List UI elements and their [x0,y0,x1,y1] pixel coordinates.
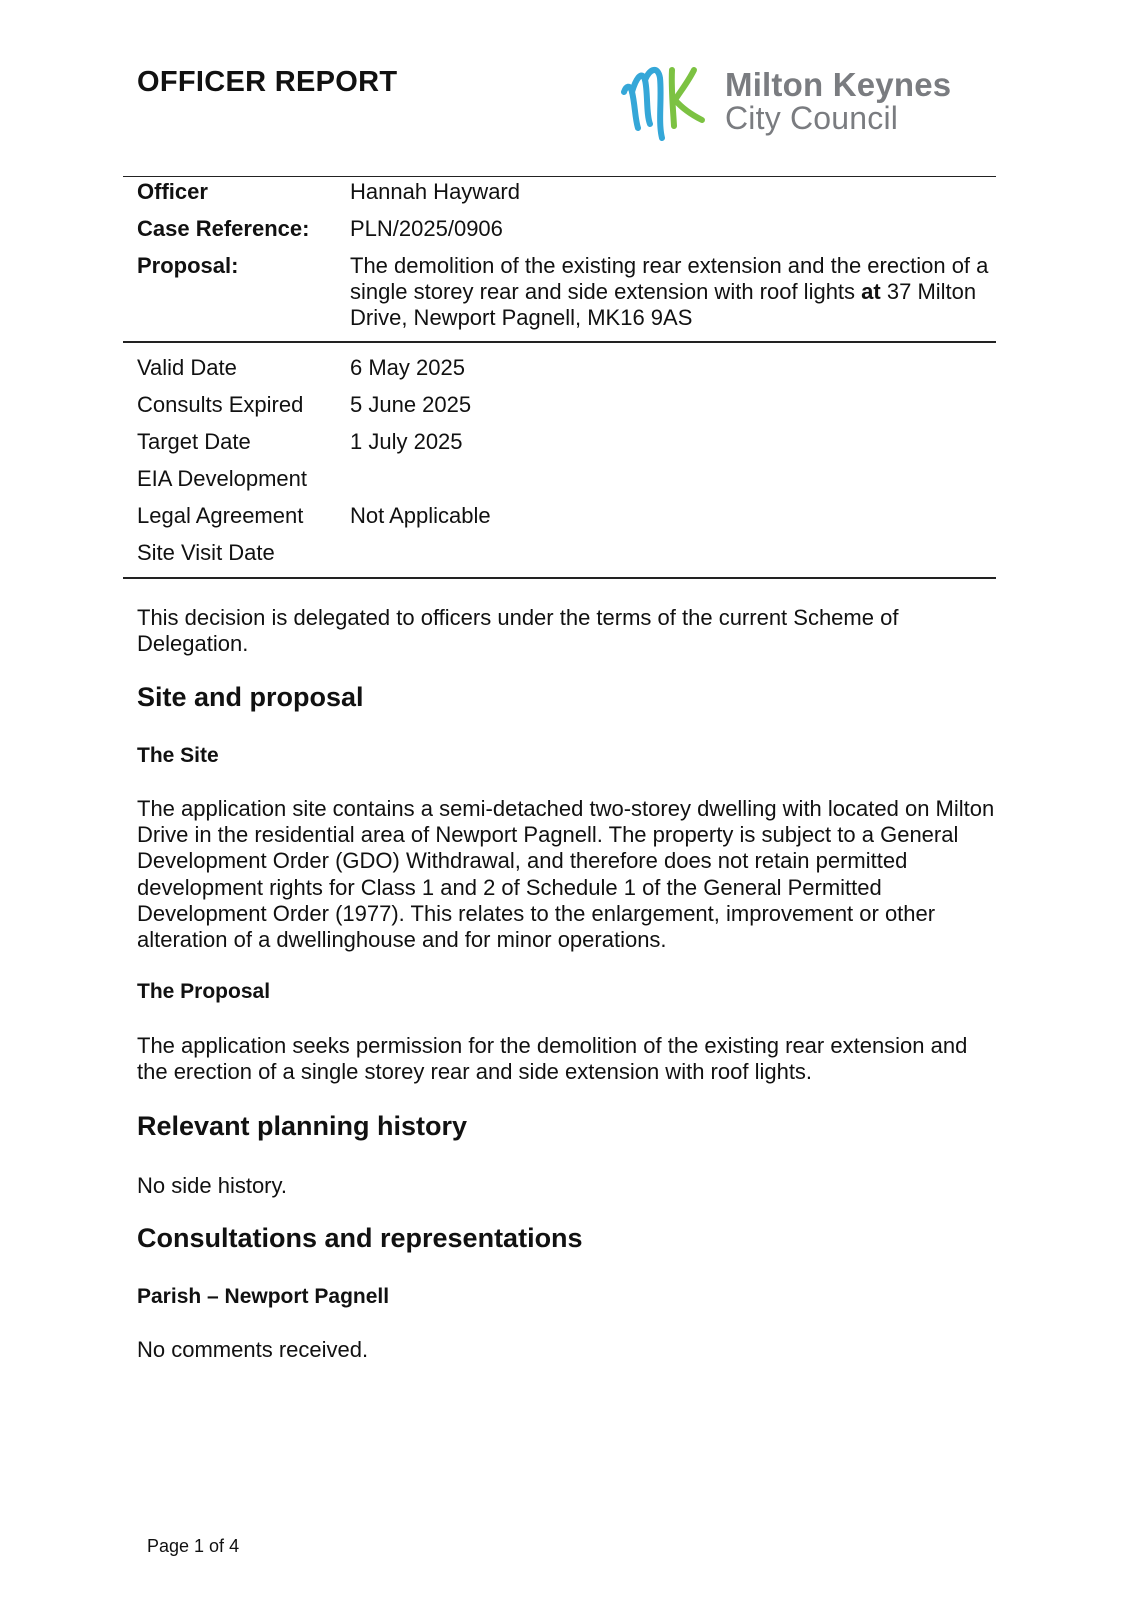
date-value: 6 May 2025 [350,355,465,380]
date-label: Target Date [137,429,251,454]
proposal-description-text: The application seeks permission for the demolition of the existing rear extension and the erection of a single storey rear and side extension with roof lights. [137,1033,968,1085]
mk-logo-icon [618,64,718,144]
council-logo [618,64,998,144]
date-value: 5 June 2025 [350,392,472,417]
council-name-line2: City Council [725,100,899,136]
officer-value: Hannah Hayward [350,179,520,204]
case-reference-label: Case Reference: [137,216,310,241]
date-label: Legal Agreement [137,503,304,528]
proposal-label: Proposal: [137,253,239,278]
date-value: 1 July 2025 [350,429,463,454]
council-name-line1: Milton Keynes [725,66,952,103]
date-label: Valid Date [137,355,237,380]
date-label: EIA Development [137,466,307,491]
history-text: No side history. [137,1173,287,1198]
council-name [725,68,951,134]
parish-comments: No comments received. [137,1337,369,1362]
proposal-address: 37 Milton Drive, Newport Pagnell, MK16 9AS [350,279,977,330]
date-value: Not Applicable [350,503,491,528]
page-title: OFFICER REPORT [137,66,398,98]
subsection-heading: The Site [137,744,219,767]
delegation-text: This decision is delegated to officers under the terms of the current Scheme of Delegation. [137,605,899,657]
officer-label: Officer [137,179,208,204]
section-heading: Site and proposal [137,682,364,712]
section-heading: Relevant planning history [137,1111,468,1141]
divider [123,341,996,343]
divider [123,577,996,579]
page-number: Page 1 of 4 [147,1536,240,1556]
subsection-heading: Parish – Newport Pagnell [137,1285,390,1308]
section-heading: Consultations and representations [137,1223,583,1253]
case-reference-value: PLN/2025/0906 [350,216,503,241]
proposal-description: The demolition of the existing rear extension and the erection of a single storey rear and side extension with roof lights [350,253,989,304]
site-description: The application site contains a semi-detached two-storey dwelling with located on Milton Drive in the residential area of Newport Pagnell. The property is subject to a General Development Order (GDO) Withdrawal, and therefore does not retain permitted development rights for Class 1 and 2 of Schedule 1 of the General Permitted Development Order (1977). This relates to the enlargement, improvement or other alteration of a dwellinghouse and for minor operations. [137,796,995,953]
proposal-value [350,253,990,331]
divider [123,176,996,177]
date-label: Consults Expired [137,392,304,417]
proposal-at: at [861,279,881,304]
date-label: Site Visit Date [137,540,275,565]
subsection-heading: The Proposal [137,980,271,1003]
